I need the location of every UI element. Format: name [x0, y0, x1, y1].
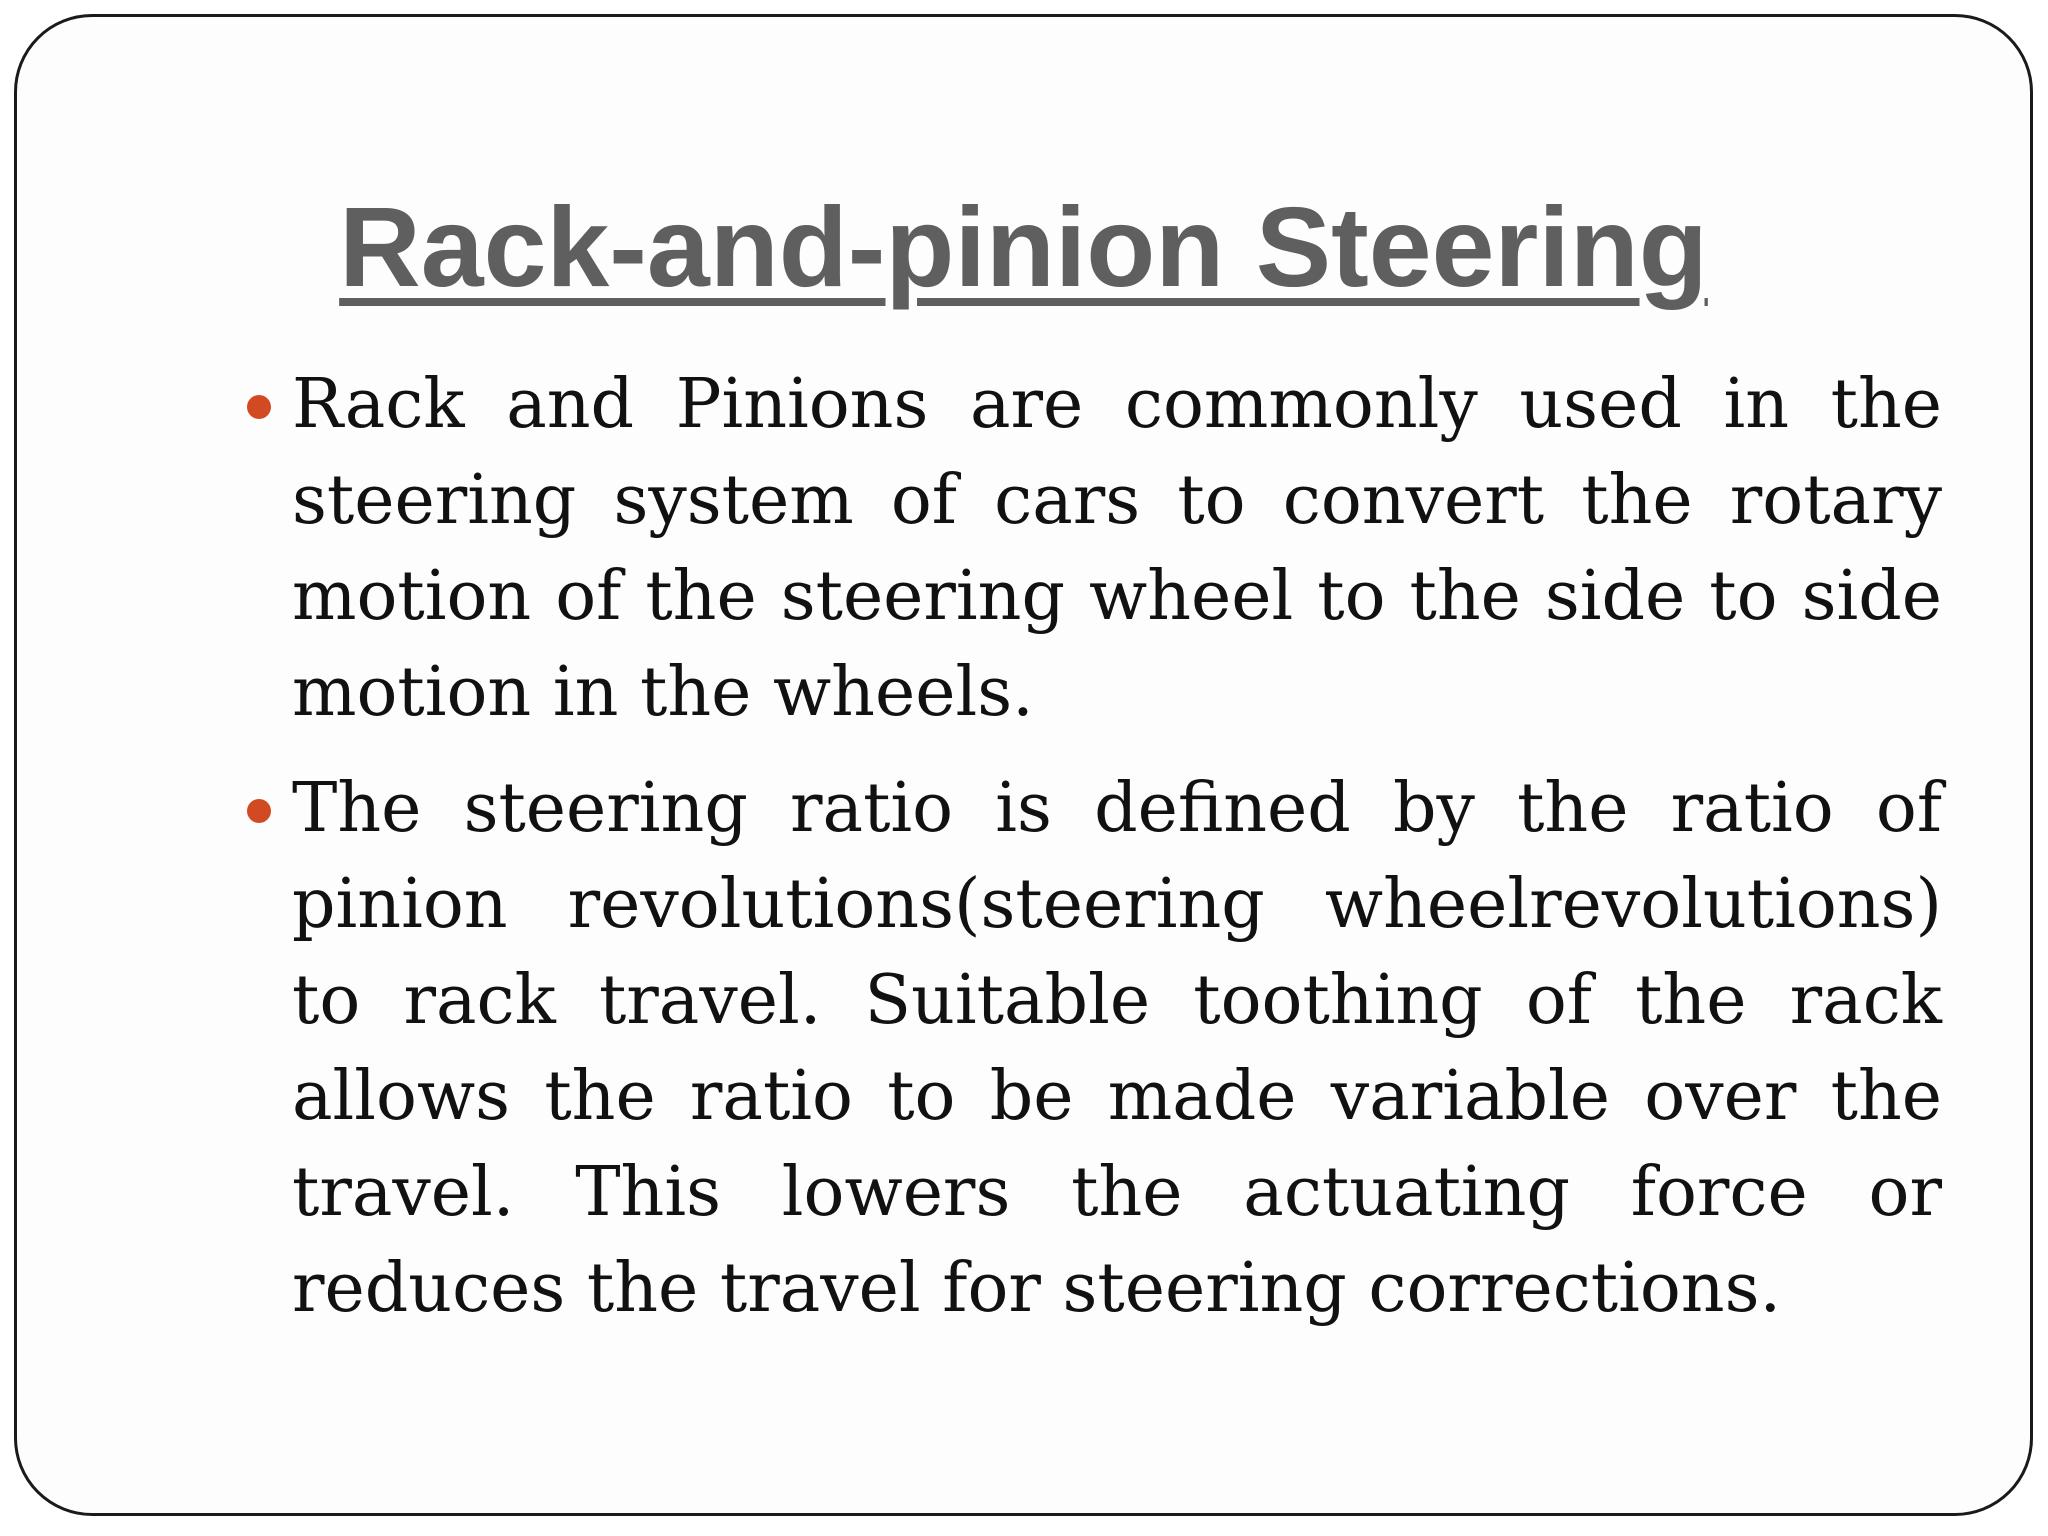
slide-frame [14, 14, 2033, 1516]
bullet-item [292, 357, 1942, 741]
bullet-text: Rack and Pinions are commonly used in the steering system of cars to convert the rotary motion of the steering wheel to the side to side motion in the wheels. [292, 365, 1942, 732]
bullet-text: The steering ratio is defined by the ratio of pinion revolutions(steering wheelrevolutions) to rack travel. Suitable toothing of the rack allows the ratio to be made variable over the travel. This lowers the actuating force or reduces the travel for steering corrections. [292, 769, 1942, 1328]
slide-title [17, 182, 2030, 312]
slide-title-text: Rack-and-pinion Steering [339, 184, 1708, 310]
bullet-item [292, 761, 1942, 1337]
bullet-dot-icon [247, 799, 271, 823]
bullet-dot-icon [247, 395, 271, 419]
bullet-list [292, 357, 1942, 1357]
